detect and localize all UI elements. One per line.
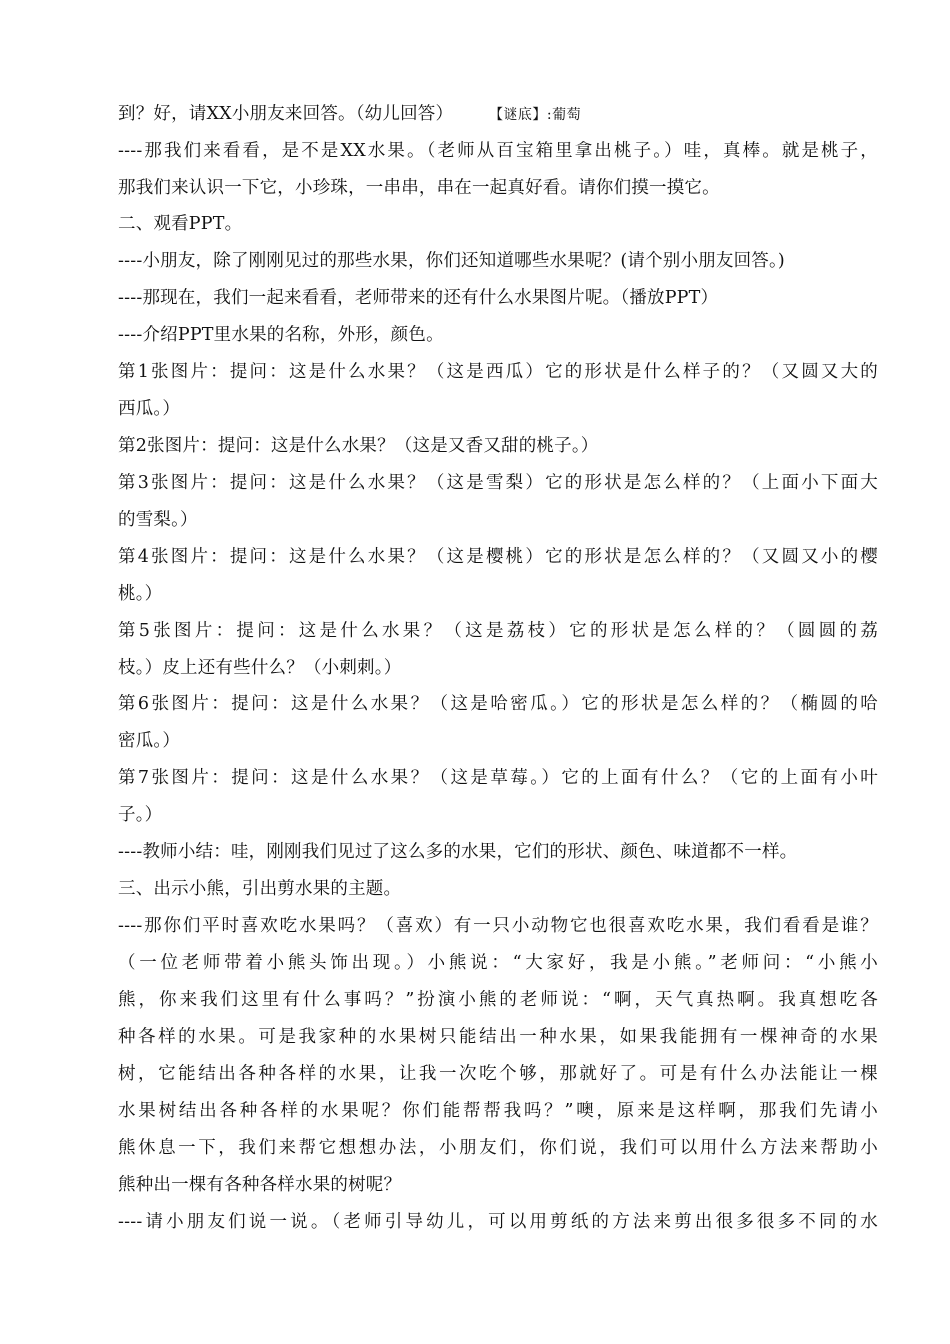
text-line-10: 第3张图片：提问：这是什么水果？（这是雪梨）它的形状是怎么样的？（上面小下面大 [118,473,878,493]
text-line-30: ----请小朋友们说一说。（老师引导幼儿，可以用剪纸的方法来剪出很多很多不同的水 [118,1212,878,1232]
text-line-1: ----那我们来看看，是不是XX水果。（老师从百宝箱里拿出桃子。）哇，真棒。就是桃子， [118,141,878,161]
text-line-29: 熊种出一棵有各种各样水果的树呢？ [118,1175,402,1195]
riddle-answer: 【谜底】:葡萄 [488,107,582,123]
text-line-9: 第2张图片：提问：这是什么水果？（这是又香又甜的桃子。） [118,436,599,456]
text-line-8: 西瓜。） [118,399,181,419]
section-heading-3: 三、出示小熊，引出剪水果的主题。 [118,879,402,899]
text-line-28: 熊休息一下，我们来帮它想想办法，小朋友们，你们说，我们可以用什么方法来帮助小 [118,1138,878,1158]
text-line-12: 第4张图片：提问：这是什么水果？（这是樱桃）它的形状是怎么样的？（又圆又小的樱 [118,547,878,567]
text-line-24: 熊，你来我们这里有什么事吗？”扮演小熊的老师说：“啊，天气真热啊。我真想吃各 [118,990,878,1010]
text-line-5: ----那现在，我们一起来看看，老师带来的还有什么水果图片呢。（播放PPT） [118,288,719,308]
text-line-18: 第7张图片：提问：这是什么水果？（这是草莓。）它的上面有什么？（它的上面有小叶 [118,768,878,788]
text-line-13: 桃。） [118,584,163,604]
text-line-17: 密瓜。） [118,731,181,751]
text-line-6: ----介绍PPT里水果的名称，外形，颜色。 [118,325,444,345]
text-line-7: 第1张图片：提问：这是什么水果？（这是西瓜）它的形状是什么样子的？（又圆又大的 [118,362,878,382]
text-line-25: 种各样的水果。可是我家种的水果树只能结出一种水果，如果我能拥有一棵神奇的水果 [118,1027,878,1047]
text-line-23: （一位老师带着小熊头饰出现。）小熊说：“大家好，我是小熊。”老师问：“小熊小 [118,953,878,973]
text-line-20: ----教师小结：哇，刚刚我们见过了这么多的水果，它们的形状、颜色、味道都不一样。 [118,842,798,862]
text-line-0 [118,100,878,125]
section-heading-2: 二、观看PPT。 [118,214,243,234]
text-line-4: ----小朋友，除了刚刚见过的那些水果，你们还知道哪些水果呢？(请个别小朋友回答。) [118,251,785,271]
text-line-27: 水果树结出各种各样的水果呢？你们能帮帮我吗？”噢，原来是这样啊，那我们先请小 [118,1101,878,1121]
text-line-14: 第5张图片：提问：这是什么水果？（这是荔枝）它的形状是怎么样的？（圆圆的荔 [118,621,878,641]
text-line-19: 子。） [118,805,163,825]
text-line-15: 枝。）皮上还有些什么？（小刺刺。） [118,658,402,678]
text-line-16: 第6张图片：提问：这是什么水果？（这是哈密瓜。）它的形状是怎么样的？（椭圆的哈 [118,694,878,714]
text-line-22: ----那你们平时喜欢吃水果吗？（喜欢）有一只小动物它也很喜欢吃水果，我们看看是谁？ [118,916,878,936]
text-line-2: 那我们来认识一下它，小珍珠，一串串，串在一起真好看。请你们摸一摸它。 [118,178,720,198]
text-line-26: 树，它能结出各种各样的水果，让我一次吃个够，那就好了。可是有什么办法能让一棵 [118,1064,878,1084]
line-0-main: 到？好，请XX小朋友来回答。（幼儿回答） [118,104,454,124]
text-line-11: 的雪梨。） [118,510,198,530]
